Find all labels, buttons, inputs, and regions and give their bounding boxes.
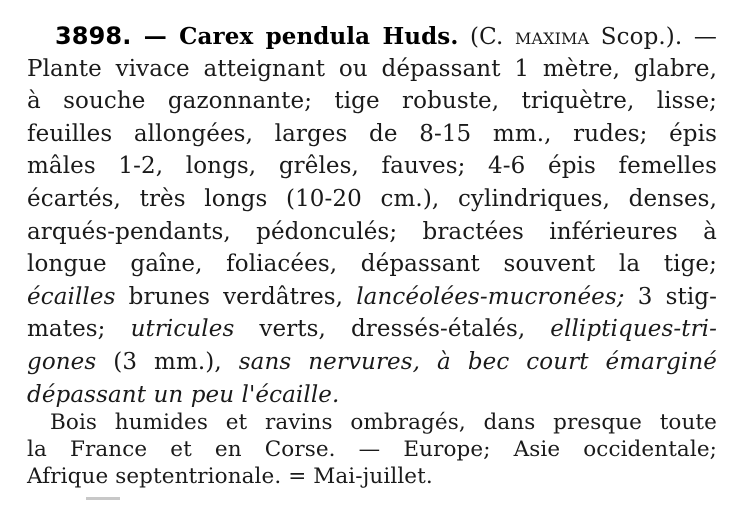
entry-number: 3898. <box>55 22 132 50</box>
term-elliptiques: elliptiques-tri- <box>550 316 717 343</box>
habitat-line: Afrique septentrionale. = Mai-juillet. <box>27 464 433 489</box>
species-author: Huds. <box>370 23 459 50</box>
description-line: dépassant un peu l'écaille. <box>27 381 340 408</box>
term-lanceolees: lancéolées-mucronées; <box>356 283 625 310</box>
description-line <box>27 346 717 379</box>
synonym-name: maxima <box>515 24 590 50</box>
description-line <box>27 313 717 346</box>
text-segment: brunes verdâtres, <box>115 283 357 310</box>
habitat-paragraph <box>27 409 717 490</box>
text-segment: (3 mm.), <box>96 348 239 375</box>
description-line: mâles 1-2, longs, grêles, fauves; 4-6 épis femelles <box>27 153 717 180</box>
description-line: à souche gazonnante; tige robuste, triquètre, lisse; <box>27 88 717 115</box>
description-line: Plante vivace atteignant ou dépassant 1 mètre, glabre, <box>27 55 717 82</box>
species-name: Carex pendula <box>179 23 371 50</box>
description-line: longue gaîne, foliacées, dépassant souvent la tige; <box>27 251 717 278</box>
cropped-next-entry-fragment <box>86 497 120 500</box>
description-line: écartés, très longs (10-20 cm.), cylindriques, denses, <box>27 185 717 212</box>
heading-dash: — <box>131 23 180 50</box>
description-line: feuilles allongées, larges de 8-15 mm., rudes; épis <box>27 120 717 147</box>
species-description <box>27 20 717 411</box>
habitat-line: Bois humides et ravins ombragés, dans presque toute <box>50 410 717 435</box>
synonym-close: Scop.). — <box>589 24 717 50</box>
term-sans-nervures: sans nervures, à bec court émarginé <box>238 348 717 375</box>
term-ecailles: écailles <box>27 283 116 310</box>
description-line <box>27 281 717 314</box>
synonym-open: (C. <box>458 24 515 50</box>
text-segment: verts, dressés-étalés, <box>234 316 551 343</box>
entry-heading <box>27 20 717 53</box>
description-line: arqués-pendants, pédonculés; bractées inférieures à <box>27 218 717 245</box>
text-segment: mates; <box>27 316 131 343</box>
term-utricules: utricules <box>130 316 235 343</box>
habitat-line: la France et en Corse. — Europe; Asie occidentale; <box>27 437 717 462</box>
text-segment: 3 stig- <box>624 283 718 310</box>
term-gones: gones <box>27 348 97 375</box>
